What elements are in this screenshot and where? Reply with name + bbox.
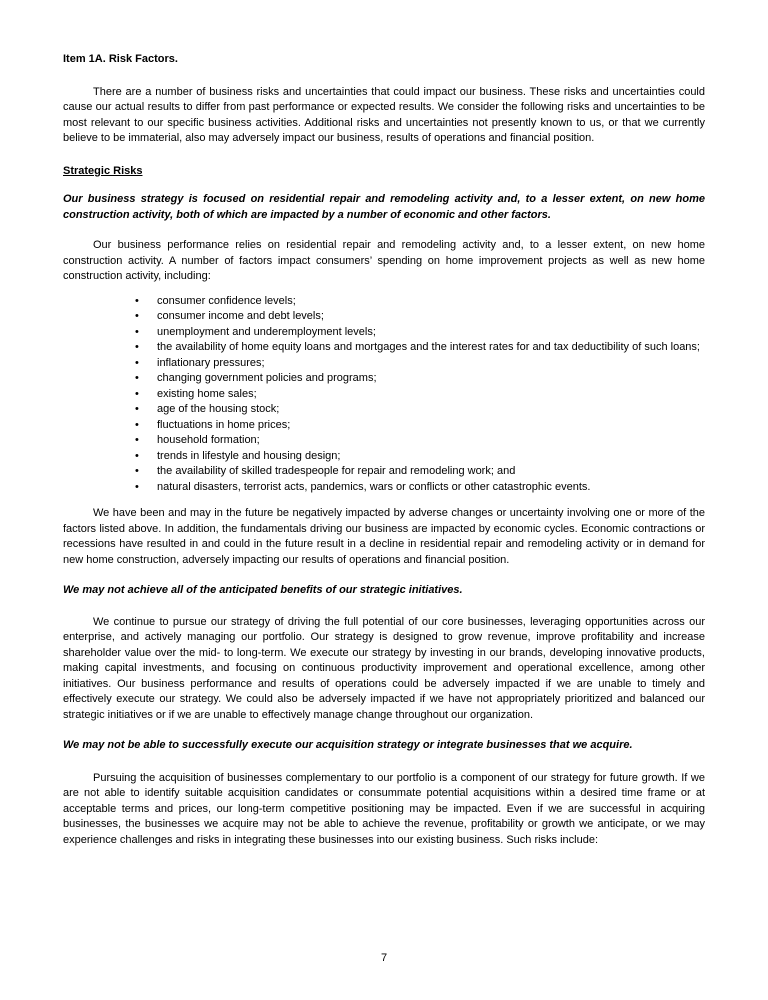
item-heading: Item 1A. Risk Factors. <box>63 53 178 65</box>
risk-heading-business-strategy: Our business strategy is focused on residential repair and remodeling activity and, to a lesser extent, on new home construction activity, both of which are impacted by a number of economic and other factors. <box>63 193 705 221</box>
factor-item: • changing government policies and programs; <box>157 371 705 387</box>
page-content <box>63 52 705 848</box>
factor-item: • fluctuations in home prices; <box>157 418 705 434</box>
factor-item: • household formation; <box>157 433 705 449</box>
factor-item: • natural disasters, terrorist acts, pandemics, wars or conflicts or other catastrophic events. <box>157 480 705 496</box>
factor-list <box>63 294 705 496</box>
risk-heading-acquisitions: We may not be able to successfully execute our acquisition strategy or integrate businesses that we acquire. <box>63 739 633 751</box>
factor-item: • unemployment and underemployment levels; <box>157 325 705 341</box>
factor-item: • trends in lifestyle and housing design; <box>157 449 705 465</box>
factor-item: • existing home sales; <box>157 387 705 403</box>
strategic-initiatives-paragraph: We continue to pursue our strategy of driving the full potential of our core businesses, leveraging opportunities across our enterprise, and actively managing our portfolio. Our strategy is designed to grow revenue, improve profitability and increase shareholder value over the mid- to long-term. We execute our strategy by investing in our brands, developing innovative products, making capital investments, and focusing on continuous productivity improvement and operational excellence, among other initiatives. Our business performance and results of operations could be adversely impacted if we are unable to timely and effectively execute our strategy. We could also be adversely impacted if we have not appropriately prioritized and balanced our strategic initiatives or if we are unable to effectively manage change throughout our organization. <box>63 615 705 721</box>
page-number: 7 <box>380 952 388 964</box>
factor-item: • the availability of home equity loans and mortgages and the interest rates for and tax deductibility of such loans; <box>157 340 705 356</box>
factor-item: • consumer confidence levels; <box>157 294 705 310</box>
factor-item: • the availability of skilled tradespeople for repair and remodeling work; and <box>157 464 705 480</box>
factor-item: • age of the housing stock; <box>157 402 705 418</box>
section-heading-strategic-risks: Strategic Risks <box>63 164 143 177</box>
factor-item: • inflationary pressures; <box>157 356 705 372</box>
risk-lead-paragraph: Our business performance relies on residential repair and remodeling activity and, to a lesser extent, on new home construction activity. A number of factors impact consumers’ spending on home improvement projects as well as new home construction activity, including: <box>63 239 705 282</box>
risk-heading-strategic-initiatives: We may not achieve all of the anticipated benefits of our strategic initiatives. <box>63 584 463 596</box>
intro-paragraph: There are a number of business risks and uncertainties that could impact our business. These risks and uncertainties could cause our actual results to differ from past performance or expected results. We consider the following risks and uncertainties to be most relevant to our specific business activities. Additional risks and uncertainties not presently known to us, or that we currently believe to be immaterial, also may adversely impact our business, results of operations and financial position. <box>63 85 705 144</box>
factor-item: • consumer income and debt levels; <box>157 309 705 325</box>
acquisitions-paragraph: Pursuing the acquisition of businesses complementary to our portfolio is a component of our strategy for future growth. If we are not able to identify suitable acquisition candidates or consummate potential acquisitions within a desired time frame or at acceptable terms and prices, our long-term competitive positioning may be impacted. Even if we are successful in acquiring businesses, the businesses we acquire may not be able to achieve the revenue, profitability or growth we anticipate, or we may experience challenges and risks in integrating these businesses into our existing business. Such risks include: <box>63 771 705 846</box>
risk-closing-paragraph: We have been and may in the future be negatively impacted by adverse changes or uncertainty involving one or more of the factors listed above. In addition, the fundamentals driving our business are impacted by economic cycles. Economic contractions or recessions have resulted in and could in the future result in a decline in residential repair and remodeling activity or in demand for new home construction, adversely impacting our results of operations and financial position. <box>63 507 705 566</box>
